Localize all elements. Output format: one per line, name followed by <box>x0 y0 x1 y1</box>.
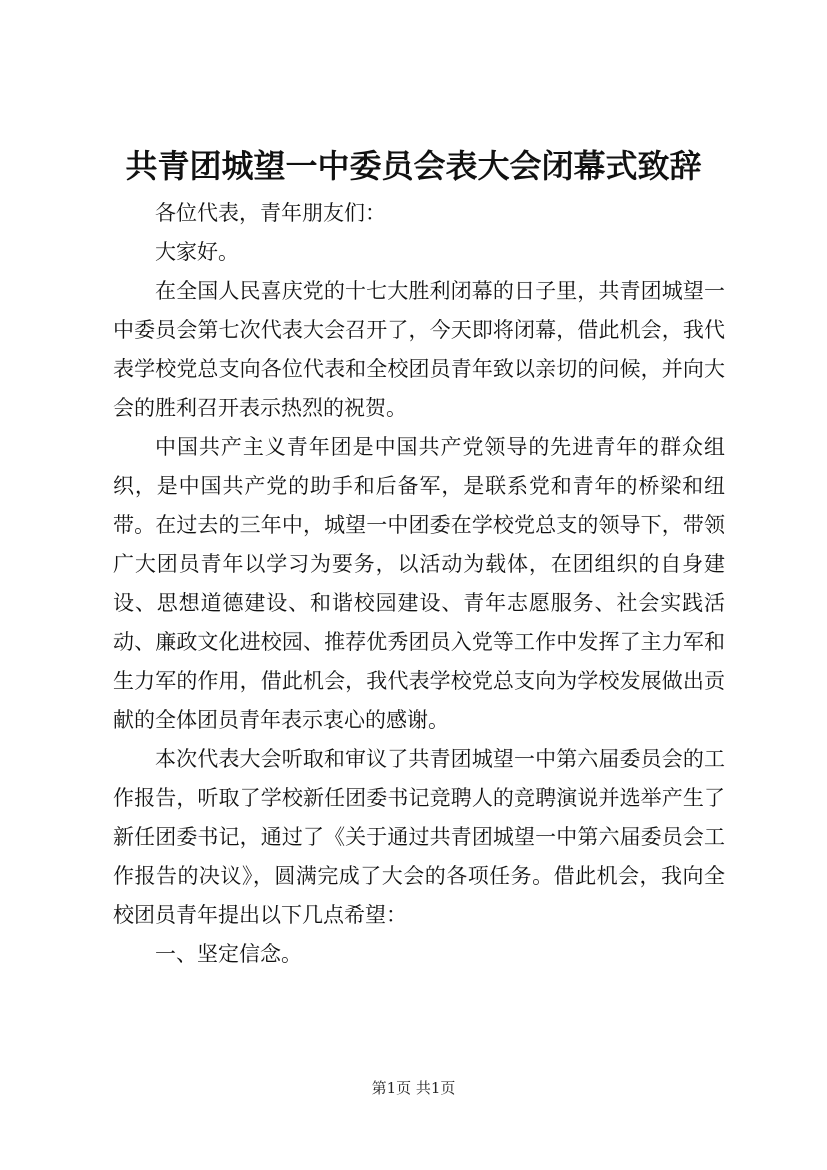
document-title: 共青团城望一中委员会表大会闭幕式致辞 <box>125 147 702 185</box>
body-paragraph: 在全国人民喜庆党的十七大胜利闭幕的日子里，共青团城望一中委员会第七次代表大会召开了，今天即将闭幕，借此机会，我代表学校党总支向各位代表和全校团员青年致以亲切的问候，并向大会的胜利召开表示热烈的祝贺。 <box>113 279 725 420</box>
page-number: 第1页 共1页 <box>371 1079 456 1097</box>
list-item-paragraph: 一、坚定信念。 <box>155 942 302 966</box>
body-paragraph: 中国共产主义青年团是中国共产党领导的先进青年的群众组织，是中国共产党的助手和后备军，是联系党和青年的桥梁和纽带。在过去的三年中，城望一中团委在学校党总支的领导下，带领广大团员青年以学习为要务，以活动为载体，在团组织的自身建设、思想道德建设、和谐校园建设、青年志愿服务、社会实践活动、廉政文化进校园、推荐优秀团员入党等工作中发挥了主力军和生力军的作用，借此机会，我代表学校党总支向为学校发展做出贡献的全体团员青年表示衷心的感谢。 <box>113 435 725 732</box>
body-paragraph: 本次代表大会听取和审议了共青团城望一中第六届委员会的工作报告，听取了学校新任团委书记竞聘人的竞聘演说并选举产生了新任团委书记，通过了《关于通过共青团城望一中第六届委员会工作报告的决议》，圆满完成了大会的各项任务。借此机会，我向全校团员青年提出以下几点希望： <box>113 747 725 927</box>
greeting-paragraph: 大家好。 <box>155 240 239 264</box>
document-body <box>113 194 725 974</box>
salutation-paragraph: 各位代表，青年朋友们： <box>155 201 386 225</box>
